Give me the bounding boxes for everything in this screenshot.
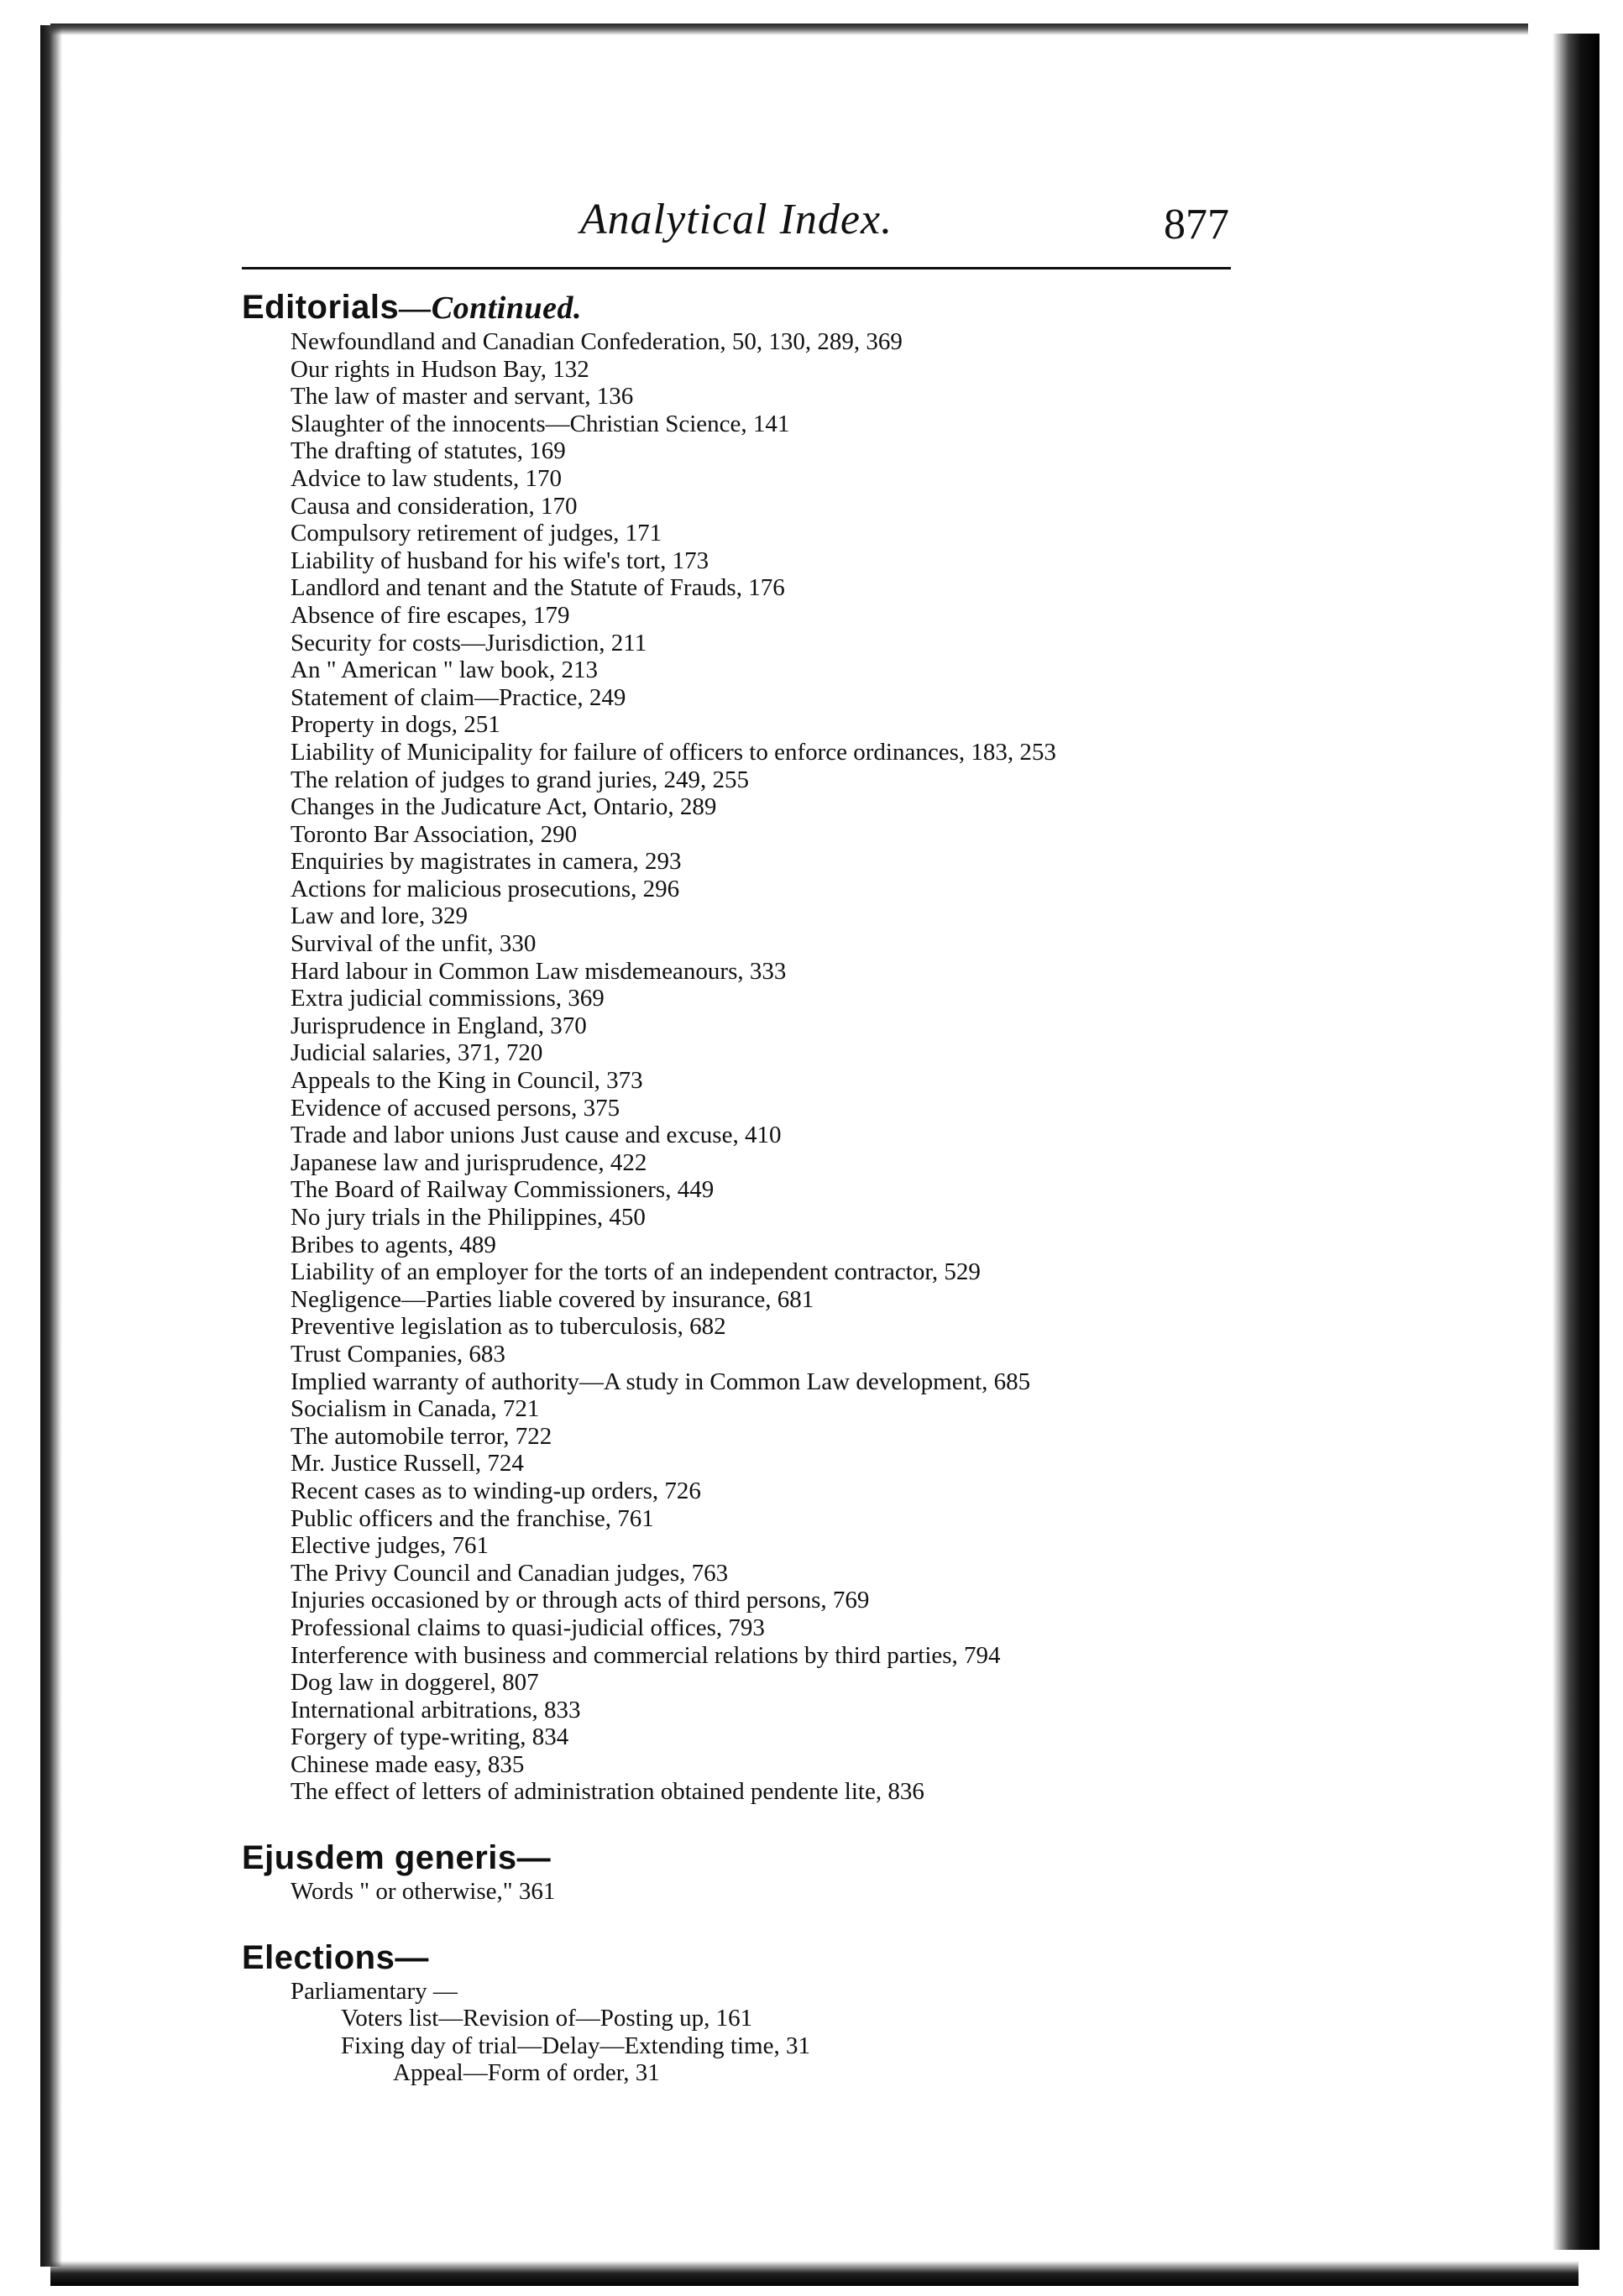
running-title: Analytical Index. [579,196,893,243]
index-entry: Jurisprudence in England, 370 [291,1012,587,1039]
index-body [242,287,1451,2087]
index-entry: The relation of judges to grand juries, 249, 255 [291,766,750,793]
heading-continued: —Continued. [399,290,582,326]
index-entry: Dog law in doggerel, 807 [291,1669,539,1697]
index-entry: Bribes to agents, 489 [291,1231,496,1258]
index-entry: The law of master and servant, 136 [291,383,634,411]
index-entry: Changes in the Judicature Act, Ontario, 289 [291,793,717,821]
index-entry: Landlord and tenant and the Statute of Frauds, 176 [291,574,785,602]
editorials-entries [242,328,1451,1806]
page-header [242,195,1231,270]
index-entry: Recent cases as to winding-up orders, 726 [291,1477,701,1504]
scan-edge-bottom [50,2261,1578,2286]
index-entry: Absence of fire escapes, 179 [291,601,570,629]
index-entry: Newfoundland and Canadian Confederation, 50, 130, 289, 369 [291,328,903,355]
index-entry: Preventive legislation as to tuberculosis, 682 [291,1313,726,1341]
index-entry: Negligence—Parties liable covered by insurance, 681 [291,1285,814,1313]
index-entry: The drafting of statutes, 169 [291,437,566,465]
index-entry: Appeals to the King in Council, 373 [291,1067,643,1095]
index-entry: Statement of claim—Practice, 249 [291,683,626,711]
index-entry: Japanese law and jurisprudence, 422 [291,1148,647,1176]
page-number: 877 [1164,201,1229,248]
index-entry: Liability of Municipality for failure of officers to enforce ordinances, 183, 253 [291,738,1056,766]
index-entry: Injuries occasioned by or through acts of third persons, 769 [291,1587,870,1614]
index-entry: The Privy Council and Canadian judges, 763 [291,1559,729,1587]
index-entry: Law and lore, 329 [291,902,468,930]
scan-edge-top [50,24,1528,35]
index-entry: International arbitrations, 833 [291,1696,581,1723]
index-entry: Judicial salaries, 371, 720 [291,1039,543,1067]
index-entry: Advice to law students, 170 [291,464,562,492]
scan-edge-right [1552,34,1599,2250]
index-entry: Compulsory retirement of judges, 171 [291,520,662,547]
index-entry: Voters list—Revision of—Posting up, 161 [341,2005,753,2032]
index-entry: Implied warranty of authority—A study in Common Law development, 685 [291,1368,1031,1395]
index-entry: Words " or otherwise," 361 [291,1878,556,1906]
index-entry: Trust Companies, 683 [291,1340,505,1368]
index-entry: Enquiries by magistrates in camera, 293 [291,848,682,876]
index-entry: Interference with business and commercial relations by third parties, 794 [291,1641,1001,1669]
index-entry: Professional claims to quasi-judicial offices, 793 [291,1613,765,1641]
section-heading-elections: Elections— [242,1938,429,1976]
heading-text: Editorials [242,289,400,326]
index-entry: The Board of Railway Commissioners, 449 [291,1176,715,1204]
index-entry: Security for costs—Jurisdiction, 211 [291,629,647,656]
index-entry: An " American " law book, 213 [291,656,598,684]
index-entry: Hard labour in Common Law misdemeanours, 333 [291,957,787,985]
index-entry: Mr. Justice Russell, 724 [291,1450,524,1477]
section-heading-ejusdem-generis: Ejusdem generis— [242,1839,552,1877]
index-entry: Toronto Bar Association, 290 [291,820,578,848]
index-entry: Public officers and the franchise, 761 [291,1504,654,1532]
index-entry: Property in dogs, 251 [291,711,500,739]
index-entry: Liability of husband for his wife's tort, 173 [291,547,709,574]
index-entry: Socialism in Canada, 721 [291,1395,540,1423]
index-entry: Actions for malicious prosecutions, 296 [291,875,680,902]
index-entry: Causa and consideration, 170 [291,492,578,520]
index-entry: Extra judicial commissions, 369 [291,985,605,1012]
scan-edge-left [40,25,62,2267]
index-entry: Evidence of accused persons, 375 [291,1094,620,1122]
index-entry: Trade and labor unions Just cause and excuse, 410 [291,1122,782,1149]
elections-entries [242,1978,1451,2087]
section-heading-editorials [242,287,1451,328]
index-entry: Liability of an employer for the torts of an independent contractor, 529 [291,1258,981,1286]
index-entry: No jury trials in the Philippines, 450 [291,1204,646,1231]
index-entry: Chinese made easy, 835 [291,1750,525,1778]
index-entry: Parliamentary — [291,1977,458,2005]
index-entry: Our rights in Hudson Bay, 132 [291,355,589,383]
index-entry: Survival of the unfit, 330 [291,930,537,958]
index-entry: The effect of letters of administration obtained pendente lite, 836 [291,1778,924,1806]
index-entry: Appeal—Form of order, 31 [393,2059,660,2087]
index-entry: Slaughter of the innocents—Christian Science, 141 [291,410,790,437]
index-entry: Elective judges, 761 [291,1532,489,1560]
index-entry: Forgery of type-writing, 834 [291,1723,569,1751]
index-entry: The automobile terror, 722 [291,1422,552,1450]
index-entry: Fixing day of trial—Delay—Extending time, 31 [341,2032,810,2059]
ejusdem-generis-entries [242,1878,1451,1906]
header-rule [242,267,1231,269]
